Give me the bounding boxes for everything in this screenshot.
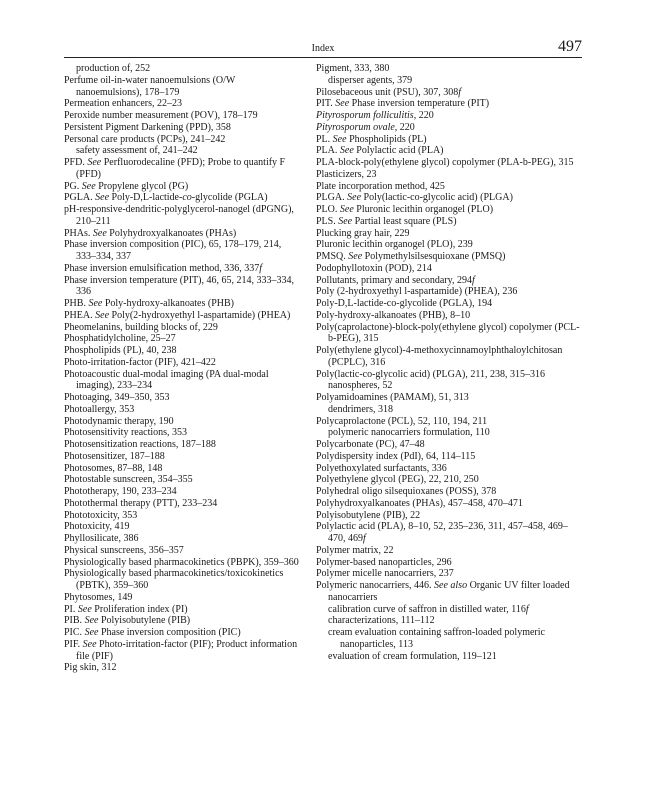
index-entry: Phospholipids (PL), 40, 238 [64,345,177,356]
index-entry: Physical sunscreens, 356–357 [64,544,184,556]
index-entry: PG. See Propylene glycol (PG) [64,180,189,192]
index-entry: PIC. See Phase inversion composition (PIC) [64,627,241,638]
index-entry: PLGA. See Poly(lactic-co-glycolic acid) (PLGA) [316,192,513,204]
index-entry: Personal care products (PCPs), 241–242 [64,133,226,145]
index-entry: Permeation enhancers, 22–23 [64,98,183,110]
index-subentry: safety assessment of, 241–242 [76,145,198,157]
index-entry: Phyllosilicate, 386 [64,533,139,544]
index-subentry: disperser agents, 379 [328,74,413,86]
index-subentry: calibration curve of saffron in distilled water, 116f [328,603,529,615]
index-entry: Photo-irritation-factor (PIF), 421–422 [64,356,216,368]
index-entry: PIB. See Polyisobutylene (PIB) [64,615,191,627]
index-entry: Phototoxicity, 353 [64,509,138,521]
index-entry: Polymer-based nanoparticles, 296 [316,556,452,568]
index-entry: PLA-block-poly(ethylene glycol) copolymer (PLA-b-PEG), 315 [316,157,574,168]
index-column-right [316,63,582,662]
index-entry: Pig skin, 312 [64,662,117,674]
index-entry: Phase inversion composition (PIC), 65, 178–179, 214, 333–334, 337 [64,239,282,262]
index-entry: PLS. See Partial least square (PLS) [316,215,457,227]
index-subentry: production of, 252 [76,63,151,74]
index-entry: Polymer micelle nanocarriers, 237 [316,568,454,580]
index-entry: Photosensitizer, 187–188 [64,450,165,462]
index-subentry: polymeric nanocarriers formulation, 110 [328,427,490,439]
page-number: 497 [558,38,582,55]
index-entry: Polymeric nanocarriers, 446. See also Organic UV filter loaded nanocarriers [316,580,570,603]
index-entry: Photoaging, 349–350, 353 [64,392,170,403]
index-entry: PMSQ. See Polymethylsilsesquioxane (PMSQ) [316,251,506,262]
index-entry: pH-responsive-dendritic-polyglycerol-nanogel (dPGNG), 210–211 [64,204,294,227]
index-subentry: cream evaluation containing saffron-loaded polymeric nanoparticles, 113 [328,627,545,650]
index-entry: PLA. See Polylactic acid (PLA) [316,145,444,157]
index-entry: Photosensitivity reactions, 353 [64,427,188,439]
index-subentry: evaluation of cream formulation, 119–121 [328,650,497,662]
index-entry: PL. See Phospholipids (PL) [316,133,427,145]
index-entry: Photodynamic therapy, 190 [64,415,174,427]
index-entry: PHEA. See Poly(2-hydroxyethyl l-aspartamide) (PHEA) [64,309,291,321]
index-entry: Pluronic lecithin organogel (PLO), 239 [316,239,473,251]
index-entry: PIT. See Phase inversion temperature (PIT) [316,98,490,110]
index-entry: Poly(ethylene glycol)-4-methoxycinnamoylphthaloylchitosan (PCPLC), 316 [316,345,563,368]
index-entry: Pheomelanins, building blocks of, 229 [64,321,218,333]
index-entry: Pityrosporum folliculitis, 220 [316,110,434,121]
index-entry: PIF. See Photo-irritation-factor (PIF); Product information file (PIF) [64,638,298,662]
index-entry: Phase inversion temperature (PIT), 46, 65, 214, 333–334, 336 [64,274,294,298]
index-entry: Polymer matrix, 22 [316,544,394,556]
index-entry: Phytosomes, 149 [64,591,133,603]
index-entry: Poly-hydroxy-alkanoates (PHB), 8–10 [316,309,471,321]
index-entry: Poly-D,L-lactide-co-glycolide (PGLA), 194 [316,298,493,309]
index-entry: Polyethylene glycol (PEG), 22, 210, 250 [316,474,479,486]
index-entry: Physiologically based pharmacokinetics/toxicokinetics (PBTK), 359–360 [64,568,284,591]
index-subentry: dendrimers, 318 [328,403,393,415]
index-entry: Physiologically based pharmacokinetics (PBPK), 359–360 [64,556,299,568]
index-entry: PGLA. See Poly-D,L-lactide-co-glycolide (PGLA) [64,192,268,204]
index-entry: Poly(caprolactone)-block-poly(ethylene glycol) copolymer (PCL-b-PEG), 315 [316,321,580,345]
index-entry: PLO. See Pluronic lecithin organogel (PLO) [316,204,494,215]
index-entry: Persistent Pigment Darkening (PPD), 358 [64,121,231,133]
index-entry: Polyisobutylene (PIB), 22 [316,509,421,521]
index-entry: Podophyllotoxin (POD), 214 [316,262,432,274]
index-entry: Phase inversion emulsification method, 336, 337f [64,262,263,274]
index-entry: Polyamidoamines (PAMAM), 51, 313 [316,392,469,403]
index-entry: Plucking gray hair, 229 [316,227,410,239]
index-entry: Photostable sunscreen, 354–355 [64,474,193,486]
index-entry: Peroxide number measurement (POV), 178–179 [64,110,258,121]
index-entry: Plate incorporation method, 425 [316,180,445,192]
index-entry: Phototherapy, 190, 233–234 [64,486,177,497]
page-header [64,38,582,56]
index-entry: Photoallergy, 353 [64,403,135,415]
index-entry: PI. See Proliferation index (PI) [64,603,188,615]
index-entry: PFD. See Perfluorodecaline (PFD); Probe to quantify F (PFD) [64,157,286,180]
index-entry: Poly (2-hydroxyethyl l-aspartamide) (PHEA), 236 [316,286,518,298]
index-entry: Pityrosporum ovale, 220 [316,121,415,133]
index-entry: Phosphatidylcholine, 25–27 [64,333,176,345]
index-entry: Photothermal therapy (PTT), 233–234 [64,497,218,509]
index-column-left [64,63,302,674]
index-subentry: nanospheres, 52 [328,380,393,392]
index-entry: Plasticizers, 23 [316,168,377,180]
index-entry: Polyhydroxyalkanoates (PHAs), 457–458, 470–471 [316,497,523,509]
running-title: Index [311,43,335,54]
index-entry: Polydispersity index (PdI), 64, 114–115 [316,450,476,462]
index-entry: Polycarbonate (PC), 47–48 [316,439,425,450]
header-rule [64,57,582,58]
index-entry: Polycaprolactone (PCL), 52, 110, 194, 211 [316,415,488,427]
index-subentry: characterizations, 111–112 [328,615,435,627]
index-entry: Perfume oil-in-water nanoemulsions (O/W nanoemulsions), 178–179 [64,74,236,98]
index-entry: Pigment, 333, 380 [316,63,390,74]
index-entry: Photosomes, 87–88, 148 [64,462,163,474]
index-entry: Photoxicity, 419 [64,521,130,533]
index-entry: PHAs. See Polyhydroxyalkanoates (PHAs) [64,227,237,239]
index-entry: Pilosebaceous unit (PSU), 307, 308f [316,86,461,98]
index-entry: Polyethoxylated surfactants, 336 [316,462,447,474]
index-entry: Photosensitization reactions, 187–188 [64,439,216,450]
index-entry: Polyhedral oligo silsequioxanes (POSS), 378 [316,486,497,497]
index-entry: Poly(lactic-co-glycolic acid) (PLGA), 211, 238, 315–316 [316,368,546,380]
index-entry: Pollutants, primary and secondary, 294f [316,274,475,286]
index-entry: Polylactic acid (PLA), 8–10, 52, 235–236, 311, 457–458, 469–470, 469f [316,521,568,544]
index-entry: Photoacoustic dual-modal imaging (PA dual-modal imaging), 233–234 [64,368,269,392]
index-entry: PHB. See Poly-hydroxy-alkanoates (PHB) [64,298,234,309]
